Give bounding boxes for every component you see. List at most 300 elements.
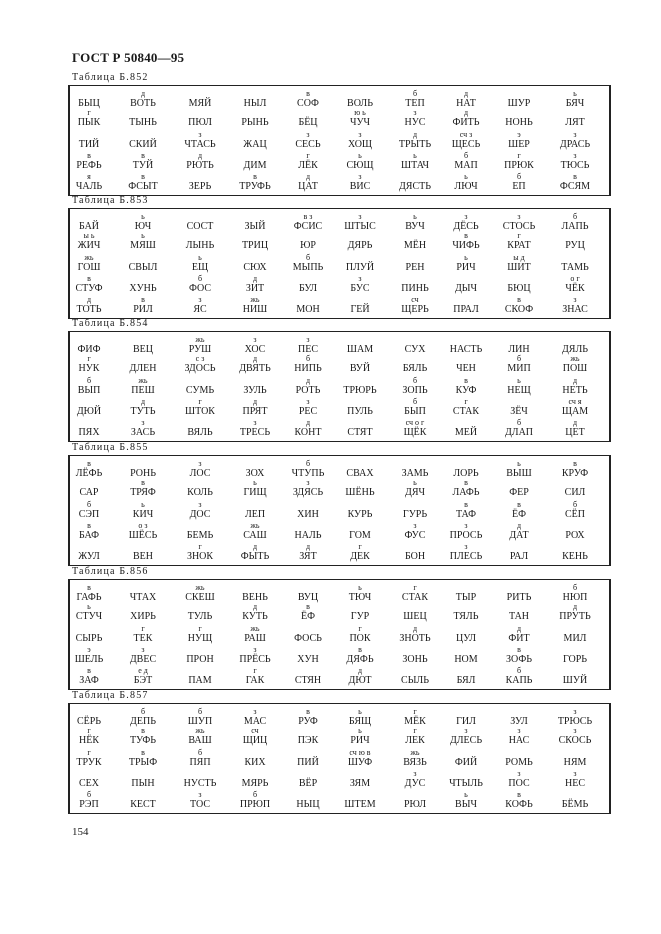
word-cell	[173, 459, 227, 479]
word-cell	[492, 295, 546, 315]
word-cell	[228, 376, 282, 396]
pronunciation-mark	[388, 335, 442, 344]
word-cell	[228, 748, 282, 768]
word-text: ДЛАП	[504, 427, 534, 438]
word-text: ФИЙ	[454, 757, 478, 768]
word-text: ПЭК	[297, 735, 319, 746]
word-text: ЗУЛЬ	[243, 385, 267, 396]
word-cell	[388, 790, 442, 810]
pronunciation-mark	[333, 295, 387, 304]
word-text: ДЮЙ	[76, 406, 102, 417]
word-text: ЦЕТ	[565, 427, 585, 438]
word-cell	[548, 130, 602, 150]
pronunciation-mark: ь	[464, 253, 468, 262]
word-cell	[492, 624, 546, 644]
word-cell	[173, 624, 227, 644]
pronunciation-mark: з	[517, 212, 521, 221]
word-cell	[388, 500, 442, 520]
pronunciation-mark	[492, 583, 546, 592]
page-number: 154	[72, 826, 89, 838]
word-cell	[388, 542, 442, 562]
word-text: ТРЯФ	[130, 487, 156, 498]
pronunciation-mark	[548, 253, 602, 262]
word-cell	[281, 666, 335, 686]
pronunciation-mark: ь	[464, 790, 468, 799]
word-cell	[492, 418, 546, 438]
word-text: ТАМЬ	[561, 262, 589, 273]
pronunciation-mark: г	[87, 354, 91, 363]
word-cell	[173, 253, 227, 273]
word-text: ПЕС	[298, 344, 318, 355]
pronunciation-mark: ь	[517, 376, 521, 385]
word-cell	[492, 108, 546, 128]
pronunciation-mark: д	[572, 376, 578, 385]
word-text: БЁМЬ	[561, 799, 589, 810]
word-text: МАП	[454, 160, 478, 171]
word-text: ВЕНЬ	[242, 592, 268, 603]
word-text: ЛИН	[508, 344, 530, 355]
pronunciation-mark	[62, 335, 116, 344]
word-cell	[388, 521, 442, 541]
word-text: ЗДОСЬ	[184, 363, 216, 374]
pronunciation-mark: з	[358, 130, 362, 139]
word-cell	[333, 418, 387, 438]
word-text: ПЫК	[77, 117, 101, 128]
pronunciation-mark	[548, 624, 602, 633]
word-table	[68, 579, 611, 690]
pronunciation-mark: в	[87, 151, 91, 160]
word-cell	[333, 726, 387, 746]
pronunciation-mark	[388, 542, 442, 551]
word-text: РОНЬ	[130, 468, 156, 479]
pronunciation-mark: ь	[464, 172, 468, 181]
pronunciation-mark: ь	[413, 212, 417, 221]
word-cell	[173, 295, 227, 315]
word-text: ПИНЬ	[401, 283, 429, 294]
pronunciation-mark: д	[252, 602, 258, 611]
pronunciation-mark	[439, 624, 493, 633]
word-text: НЫЛ	[243, 98, 267, 109]
word-text: НЁК	[79, 735, 99, 746]
pronunciation-mark: жь	[250, 521, 260, 530]
word-cell	[62, 521, 116, 541]
pronunciation-mark	[173, 172, 227, 181]
word-cell	[388, 602, 442, 622]
word-text: ШИТ	[507, 262, 531, 273]
word-cell	[492, 253, 546, 273]
pronunciation-mark: сч о г	[405, 418, 425, 427]
word-cell	[439, 521, 493, 541]
pronunciation-mark	[333, 418, 387, 427]
word-text: РЫНЬ	[241, 117, 269, 128]
word-cell	[62, 172, 116, 192]
pronunciation-mark	[492, 274, 546, 283]
word-text: ЛЮЧ	[454, 181, 478, 192]
word-cell	[228, 151, 282, 171]
word-cell	[548, 478, 602, 498]
pronunciation-mark: ь	[413, 478, 417, 487]
pronunciation-mark	[228, 212, 282, 221]
word-text: ДЯЛЬ	[561, 344, 588, 355]
pronunciation-mark	[228, 459, 282, 468]
pronunciation-mark: жь	[410, 748, 420, 757]
pronunciation-mark	[492, 707, 546, 716]
word-text: СЮХ	[243, 262, 267, 273]
word-text: ПРЮК	[504, 160, 534, 171]
word-cell	[439, 231, 493, 251]
word-cell	[116, 151, 170, 171]
word-cell	[62, 748, 116, 768]
table-caption: Таблица Б.853	[72, 195, 149, 206]
word-text: ЧАЛЬ	[75, 181, 103, 192]
word-text: ШЕР	[508, 139, 530, 150]
word-text: БУЛ	[298, 283, 318, 294]
word-text: КОНТ	[294, 427, 322, 438]
word-text: СКОСЬ	[558, 735, 592, 746]
pronunciation-mark: г	[87, 108, 91, 117]
word-text: НЮП	[562, 592, 588, 603]
word-text: ПРОСЬ	[449, 530, 483, 541]
word-text: СЫЛЬ	[401, 675, 429, 686]
word-cell	[116, 790, 170, 810]
pronunciation-mark	[228, 769, 282, 778]
pronunciation-mark	[173, 666, 227, 675]
pronunciation-mark: е д	[138, 666, 148, 675]
pronunciation-mark: з	[358, 212, 362, 221]
word-text: НОМ	[454, 654, 478, 665]
pronunciation-mark: б	[86, 500, 92, 509]
word-cell	[388, 274, 442, 294]
word-cell	[116, 335, 170, 355]
word-text: БЯЧ	[565, 98, 585, 109]
word-cell	[388, 645, 442, 665]
word-cell	[492, 274, 546, 294]
pronunciation-mark	[333, 500, 387, 509]
word-text: ТРИЦ	[241, 240, 269, 251]
word-cell	[439, 602, 493, 622]
pronunciation-mark: ь	[358, 726, 362, 735]
word-cell	[173, 354, 227, 374]
pronunciation-mark: в	[517, 645, 521, 654]
word-text: ЗНОК	[186, 551, 214, 562]
word-text: ЛАПЬ	[561, 221, 589, 232]
word-cell	[439, 108, 493, 128]
word-text: БЫП	[404, 406, 426, 417]
word-text: ВЫЧ	[455, 799, 477, 810]
pronunciation-mark: э	[87, 645, 91, 654]
word-cell	[173, 645, 227, 665]
word-cell	[281, 212, 335, 232]
pronunciation-mark: б	[516, 354, 522, 363]
word-text: ПРАЛ	[453, 304, 479, 315]
word-text: СТЯН	[294, 675, 322, 686]
pronunciation-mark	[281, 645, 335, 654]
word-cell	[228, 790, 282, 810]
word-text: СЫРЬ	[75, 633, 103, 644]
word-text: ЖУЛ	[78, 551, 100, 562]
pronunciation-mark	[439, 707, 493, 716]
pronunciation-mark: б	[572, 212, 578, 221]
word-text: ДЕК	[350, 551, 370, 562]
pronunciation-mark	[228, 376, 282, 385]
pronunciation-mark: д	[357, 666, 363, 675]
pronunciation-mark: з	[358, 274, 362, 283]
word-cell	[439, 253, 493, 273]
word-text: ШТАЧ	[401, 160, 429, 171]
word-cell	[548, 726, 602, 746]
pronunciation-mark: д	[572, 602, 578, 611]
word-cell	[62, 212, 116, 232]
pronunciation-mark: ь	[358, 583, 362, 592]
pronunciation-mark: б	[412, 397, 418, 406]
word-text: ВЁР	[298, 778, 318, 789]
word-text: НУК	[78, 363, 100, 374]
word-text: МЯШ	[130, 240, 156, 251]
pronunciation-mark: в	[87, 583, 91, 592]
pronunciation-mark	[388, 790, 442, 799]
word-cell	[492, 748, 546, 768]
word-cell	[548, 645, 602, 665]
word-cell	[333, 151, 387, 171]
word-cell	[548, 212, 602, 232]
pronunciation-mark: в	[306, 602, 310, 611]
word-text: ШУФ	[347, 757, 373, 768]
word-text: ЧТУПЬ	[291, 468, 325, 479]
word-cell	[548, 583, 602, 603]
pronunciation-mark	[333, 89, 387, 98]
word-cell	[62, 376, 116, 396]
word-text: СТЯТ	[347, 427, 373, 438]
pronunciation-mark: д	[305, 542, 311, 551]
pronunciation-mark: г	[306, 151, 310, 160]
word-text: ВОТЬ	[130, 98, 156, 109]
word-text: ГОШ	[77, 262, 101, 273]
word-cell	[333, 212, 387, 232]
word-cell	[173, 89, 227, 109]
word-cell	[333, 500, 387, 520]
word-cell	[281, 790, 335, 810]
word-text: ЛОРЬ	[453, 468, 479, 479]
pronunciation-mark: в	[87, 274, 91, 283]
word-cell	[439, 274, 493, 294]
word-cell	[388, 295, 442, 315]
word-text: БАЙ	[78, 221, 100, 232]
word-text: ПРЮП	[239, 799, 271, 810]
word-cell	[548, 253, 602, 273]
word-cell	[116, 212, 170, 232]
pronunciation-mark: б	[86, 790, 92, 799]
pronunciation-mark: з	[517, 726, 521, 735]
word-cell	[62, 666, 116, 686]
word-cell	[228, 602, 282, 622]
pronunciation-mark: г	[413, 726, 417, 735]
word-text: ПОК	[349, 633, 371, 644]
pronunciation-mark	[281, 790, 335, 799]
word-cell	[173, 274, 227, 294]
pronunciation-mark: в	[464, 500, 468, 509]
word-text: ПЛУЙ	[345, 262, 375, 273]
pronunciation-mark	[228, 231, 282, 240]
pronunciation-mark	[548, 335, 602, 344]
word-text: ЗАСЬ	[130, 427, 156, 438]
word-cell	[388, 172, 442, 192]
pronunciation-mark	[116, 790, 170, 799]
word-text: ПЫН	[131, 778, 155, 789]
word-cell	[62, 726, 116, 746]
word-text: ЛЕП	[244, 509, 266, 520]
word-text: ТРУК	[76, 757, 102, 768]
word-cell	[228, 108, 282, 128]
pronunciation-mark	[439, 354, 493, 363]
pronunciation-mark: ы д	[513, 253, 525, 262]
word-text: ВЫП	[77, 385, 101, 396]
word-text: ШАМ	[346, 344, 374, 355]
word-cell	[439, 418, 493, 438]
word-cell	[439, 748, 493, 768]
word-text: ЮР	[300, 240, 316, 251]
word-cell	[281, 459, 335, 479]
word-text: РУШ	[188, 344, 212, 355]
word-text: ЖАЦ	[243, 139, 267, 150]
word-cell	[173, 602, 227, 622]
word-cell	[173, 151, 227, 171]
word-cell	[116, 624, 170, 644]
pronunciation-mark: ь	[413, 151, 417, 160]
word-cell	[281, 295, 335, 315]
word-text: ФОСЬ	[294, 633, 322, 644]
pronunciation-mark	[388, 666, 442, 675]
word-cell	[281, 583, 335, 603]
word-text: МИП	[507, 363, 531, 374]
word-cell	[439, 459, 493, 479]
word-text: ДЁСЬ	[453, 221, 479, 232]
word-text: СКИЙ	[129, 139, 157, 150]
word-cell	[388, 376, 442, 396]
word-text: ШЁНЬ	[345, 487, 375, 498]
pronunciation-mark: з	[413, 108, 417, 117]
word-cell	[492, 89, 546, 109]
pronunciation-mark	[281, 769, 335, 778]
word-cell	[173, 212, 227, 232]
word-text: ТРУФЬ	[239, 181, 271, 192]
word-text: ЧИФЬ	[452, 240, 480, 251]
word-text: ЖИЧ	[77, 240, 101, 251]
word-cell	[492, 354, 546, 374]
pronunciation-mark: г	[358, 542, 362, 551]
pronunciation-mark: д	[412, 130, 418, 139]
word-cell	[388, 397, 442, 417]
word-text: ШТОК	[185, 406, 215, 417]
word-text: ЕЩ	[191, 262, 209, 273]
pronunciation-mark: д	[572, 418, 578, 427]
pronunciation-mark: жь	[250, 624, 260, 633]
word-text: ТЫР	[455, 592, 477, 603]
word-cell	[548, 274, 602, 294]
word-cell	[439, 707, 493, 727]
word-text: ЗОФЬ	[506, 654, 532, 665]
word-text: СЁП	[565, 509, 585, 520]
pronunciation-mark: б	[252, 790, 258, 799]
pronunciation-mark: б	[572, 500, 578, 509]
pronunciation-mark: жь	[250, 295, 260, 304]
word-cell	[173, 376, 227, 396]
pronunciation-mark	[388, 500, 442, 509]
word-cell	[439, 376, 493, 396]
word-text: ДЕПЬ	[130, 716, 156, 727]
word-cell	[62, 459, 116, 479]
pronunciation-mark: г	[198, 542, 202, 551]
word-text: КИХ	[244, 757, 266, 768]
word-cell	[173, 521, 227, 541]
word-text: РЕС	[298, 406, 318, 417]
word-cell	[62, 790, 116, 810]
word-text: КУТЬ	[242, 611, 268, 622]
table-caption: Таблица Б.854	[72, 318, 149, 329]
pronunciation-mark	[62, 478, 116, 487]
pronunciation-mark: з	[573, 726, 577, 735]
word-cell	[281, 418, 335, 438]
pronunciation-mark	[492, 478, 546, 487]
word-table	[68, 208, 611, 319]
word-cell	[333, 397, 387, 417]
pronunciation-mark: б	[140, 707, 146, 716]
pronunciation-mark: д	[252, 397, 258, 406]
word-cell	[173, 707, 227, 727]
pronunciation-mark	[333, 335, 387, 344]
word-cell	[281, 521, 335, 541]
pronunciation-mark	[548, 108, 602, 117]
pronunciation-mark: з	[198, 130, 202, 139]
pronunciation-mark	[173, 602, 227, 611]
pronunciation-mark	[333, 376, 387, 385]
word-cell	[388, 231, 442, 251]
word-text: ЗДЯСЬ	[292, 487, 324, 498]
pronunciation-mark: в	[306, 89, 310, 98]
pronunciation-mark	[116, 354, 170, 363]
pronunciation-mark	[281, 583, 335, 592]
pronunciation-mark: жь	[138, 376, 148, 385]
word-text: ВЕЦ	[133, 344, 153, 355]
word-text: МЁН	[403, 240, 427, 251]
pronunciation-mark: в	[253, 172, 257, 181]
word-text: ФСЯМ	[559, 181, 591, 192]
word-text: ТОТЬ	[76, 304, 102, 315]
word-text: ЗНАС	[562, 304, 588, 315]
word-text: БАФ	[78, 530, 100, 541]
word-cell	[439, 212, 493, 232]
word-text: ТУЙ	[132, 160, 154, 171]
pronunciation-mark: я	[87, 172, 91, 181]
pronunciation-mark	[439, 645, 493, 654]
pronunciation-mark: з	[306, 478, 310, 487]
pronunciation-mark: г	[517, 151, 521, 160]
pronunciation-mark	[62, 397, 116, 406]
word-cell	[492, 151, 546, 171]
word-cell	[228, 459, 282, 479]
pronunciation-mark: о з	[138, 521, 148, 530]
word-cell	[492, 212, 546, 232]
word-text: ПРОН	[186, 654, 214, 665]
word-cell	[228, 172, 282, 192]
word-cell	[281, 769, 335, 789]
word-cell	[333, 172, 387, 192]
pronunciation-mark	[333, 397, 387, 406]
word-cell	[116, 666, 170, 686]
word-cell	[492, 500, 546, 520]
word-text: ПОШ	[562, 363, 588, 374]
word-cell	[62, 542, 116, 562]
pronunciation-mark	[548, 478, 602, 487]
